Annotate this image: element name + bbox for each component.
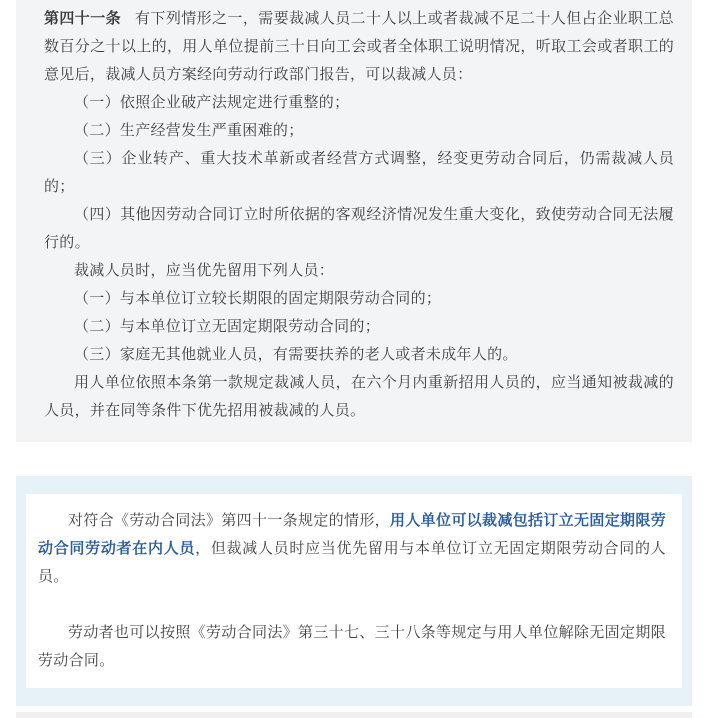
interpretation-paragraph-1 [38,506,666,590]
case-item: （二）生产经营发生严重困难的； [74,121,304,139]
priority-intro: 裁减人员时，应当优先留用下列人员： [74,261,335,279]
para1-before: 对符合《劳动合同法》第四十一条规定的情形， [68,511,391,529]
interpretation-card [26,494,682,688]
rehire-paragraph: 用人单位依照本条第一款规定裁减人员，在六个月内重新招用人员的，应当通知被裁减的人员，并在同等条件下优先招用被裁减的人员。 [44,373,674,419]
article-title: 第四十一条 [44,9,122,27]
bottom-divider [16,712,692,718]
case-item: （一）依照企业破产法规定进行重整的； [74,93,350,111]
case-item: （三）企业转产、重大技术革新或者经营方式调整，经变更劳动合同后，仍需裁减人员的； [44,149,674,195]
priority-item: （一）与本单位订立较长期限的固定期限劳动合同的； [74,289,442,307]
article-intro-paragraph [44,4,674,88]
law-text-panel [16,0,692,442]
para1-after: ，但裁减人员时应当优先留用与本单位订立无固定期限劳动合同的人员。 [38,539,666,585]
priority-item: （二）与本单位订立无固定期限劳动合同的； [74,317,381,335]
case-item: （四）其他因劳动合同订立时所依据的客观经济情况发生重大变化，致使劳动合同无法履行的。 [44,205,674,251]
interpretation-panel [16,476,692,706]
highlighted-conclusion: 用人单位可以裁减包括订立无固定期限劳动合同劳动者在内人员 [38,511,666,557]
article-intro-text: 有下列情形之一，需要裁减人员二十人以上或者裁减不足二十人但占企业职工总数百分之十以上的，用人单位提前三十日向工会或者全体职工说明情况，听取工会或者职工的意见后，裁减人员方案经向劳动行政部门报告，可以裁减人员： [44,9,674,83]
priority-item: （三）家庭无其他就业人员，有需要扶养的老人或者未成年人的。 [74,345,518,363]
interpretation-paragraph-2: 劳动者也可以按照《劳动合同法》第三十七、三十八条等规定与用人单位解除无固定期限劳动合同。 [38,623,666,669]
